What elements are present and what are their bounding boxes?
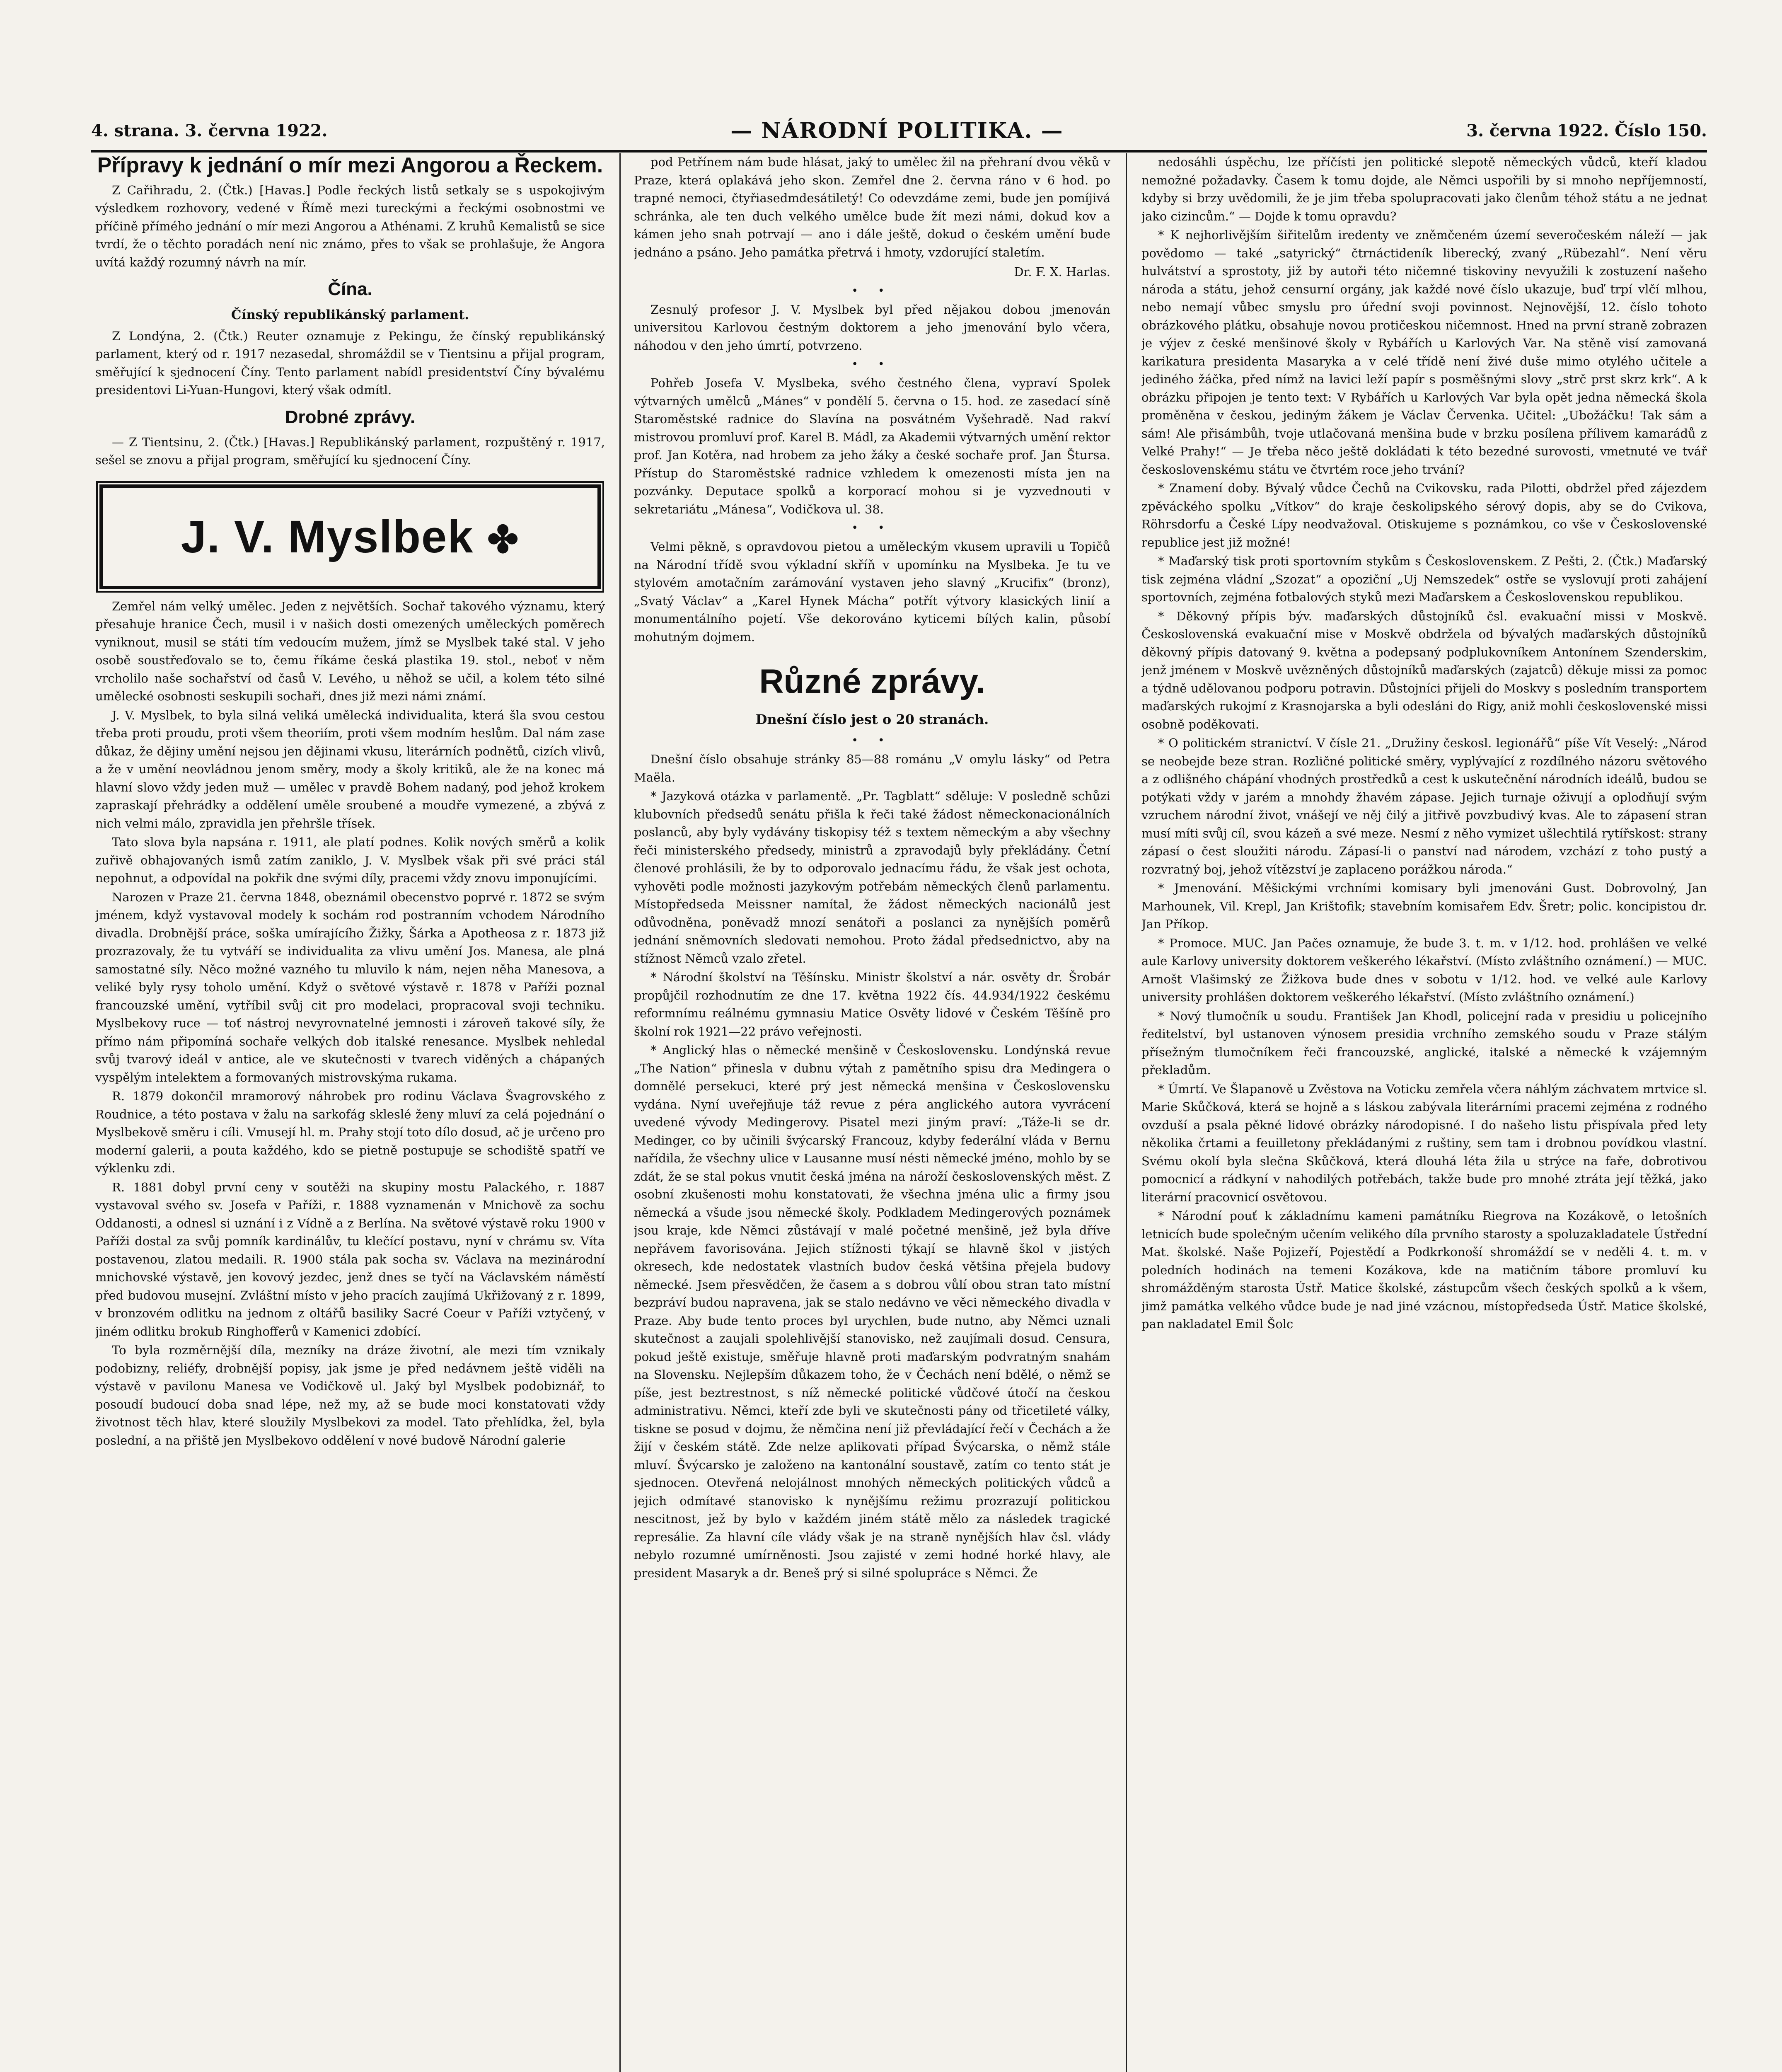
paragraph: R. 1879 dokončil mramorový náhrobek pro rodinu Václava Švagrovského z Roudnice, a této postava v žalu na sarkofág skleslé ženy mluví za celá pojednání o Myslbekově směru i cíli. Vmusejí hl. m. Prahy stojí toto dílo dosud, ač je určeno pro moderní galerii, a pouta každého, kdo se pietně postupuje se schodiště spatří ve výklenku zdi.	[95, 1089, 605, 1176]
obituary-title: J. V. Myslbek	[181, 511, 474, 562]
paragraph: Tato slova byla napsána r. 1911, ale platí podnes. Kolik nových směrů a kolik zuřivě obhajovaných ismů zatím zaniklo, J. V. Myslbek však při své práci stál nepohnut, a odpovídal na pokřik dne svými díly, pracemi vždy znovu imponujícími.	[95, 835, 605, 886]
paragraph: Narozen v Praze 21. června 1848, obeznámil obecenstvo poprvé r. 1872 se svým jménem, když vystavoval modely k sochám rod postranním vchodem Národního divadla. Drobnější práce, soška umírajícího Žižky, Šárka a Apotheosa z r. 1873 již prozrazovaly, že tu vytváří se individualita za vlivu umění Jos. Manesa, ale plná samostatné síly. Něco možné vazného tu mluvilo k nám, nejen něha Manesova, a veliké byly rysy toholo umění. Když o světové výstavě r. 1878 v Paříži poznal francouzské umění, vytříbil svůj cit pro modelaci, propracoval svoji techniku. Myslbekovy ruce — toť nástroj nevyrovnatelné jemnosti i zároveň takové síly, že přímo nám připomíná sochaře velkých dob italské renesance. Myslbek nehledal svůj tvarový ideál v antice, ale ve skutečnosti v tvarech viděných a chápaných vyspělým intelektem a formovaných mistrovskýma rukama.	[95, 890, 605, 1084]
paragraph: Dnešní číslo obsahuje stránky 85—88 románu „V omylu lásky“ od Petra Maëla.	[634, 752, 1110, 784]
separator: • •	[851, 358, 893, 370]
separator: • •	[851, 734, 893, 747]
paragraph: nedosáhli úspěchu, lze příčísti jen politické slepotě německých vůdců, kteří kladou nemožné požadavky. Časem k tomu dojde, ale Němci uspořili by si mnoho nepříjemností, kdyby si brzy uvědomili, že je jim třeba spolupracovati jako členům téhož státu a ne jednat jako cizincům.“ — Dojde k tomu opravdu?	[1141, 155, 1707, 223]
paragraph: * Anglický hlas o německé menšině v Československu. Londýnská revue „The Nation“ přinesla v dubnu výtah z pamětního spisu dra Medingera o domnělé persekuci, které prý jest německá menšina v Československu vydána. Nyní uveřejňuje táž revue z péra anglického autora vyvrácení uvedené vývody Medingerovy. Pisatel mezi jiným praví: „Táže-li se dr. Medinger, co by učinili švýcarský Francouz, kdyby federální vláda v Bernu nařídila, že všechny ulice v Lausanne musí nésti německé jméno, mohlo by se zdát, že se stal pokus vnutit česká jména na nároží československých měst. Z osobní zkušenosti mohu konstatovati, že všechna jména ulic a firmy jsou německá a všude jsou německé školy. Podkladem Medingerových poznámek jsou kraje, kde Němci zůstávají v malé početné menšině, jež byla dříve nepřávem favorisována. Jejich stížnosti týkají se hlavně škol v jistých okresech, kde nedostatek vlastních budov česká většina přejela budovy německé. Jsem přesvědčen, že časem a s dobrou vůlí obou stran tato místní bezpráví budou napravena, jak se stalo nedávno ve věci německého divadla v Praze. Aby bude tento proces byl urychlen, bude nutno, aby Němci uznali skutečnost a zaujali spolehlivější stanovisko, než zaujímali dosud. Censura, pokud ještě existuje, směřuje hlavně proti maďarským podvratným snahám na Slovensku. Nejlepším důkazem toho, že v Čechách není bdělé, o němž se píše, jest beztrestnost, s níž německé politické vůdčové útočí na českou administrativu. Němci, kteří zde byli ve skutečnosti pány od třicetileté války, tiskne se posud v dojmu, že němčina není již převládající řečí v Čechách a že žijí v českém státě. Zde nelze aplikovati případ Švýcarska, o němž stále mluví. Švýcarsko je založeno na kantonální soustavě, zatím co tento stát je sjednocen. Otevřená nelojálnost mnohých německých politických vůdců a jejich odmítavé stanovisko k nynějšímu režimu prozrazují politickou nescitnost, jež by bylo v každém jiném státě mělo za následek tragické represálie. Za hlavní cíle vlády však je na straně nynějších hlav čsl. vlády nebylo rozumné umírněnosti. Jsou zajisté v zemi hodné horké hlavy, ale president Masaryk a dr. Beneš prý si silné spolupráce s Němci. Že	[634, 1043, 1110, 1580]
paragraph: * Národní školství na Těšínsku. Ministr školství a nár. osvěty dr. Šrobár propůjčil rozhodnutím ze dne 17. května 1922 čís. 44.934/1922 českému reformnímu reálnému gymnasiu Matice Osvěty lidové v Českém Těšíně pro školní rok 1921—22 právo veřejnosti.	[634, 970, 1110, 1038]
paragraph: R. 1881 dobyl první ceny v soutěži na skupiny mostu Palackého, r. 1887 vystavoval svého sv. Josefa v Paříži, r. 1888 vyznamenán v Mnichově za sochu Oddanosti, a odnesl si uznání i z Vídně a z Berlína. Na světové výstavě roku 1900 v Paříži dostal za svůj pomník kardinálův, tu klečící postavu, nyní v chrámu sv. Víta postavenou, zlatou medaili. R. 1900 stála pak socha sv. Václava na mezinárodní mnichovské výstavě, jen kovový jezdec, jenž dnes se tyčí na Václavském náměstí před budovou musejní. Zvláštní místo v jeho pracích zaujímá Ukřižovaný z r. 1899, v bronzovém odlitku na jednom z oltářů basiliky Sacré Coeur v Paříži vztyčený, v jiném odlitku brokub Ringhofferů v Kamenici zdobící.	[95, 1180, 605, 1339]
header-right: 3. června 1922. Číslo 150.	[1466, 121, 1707, 140]
paragraph: * Znamení doby. Bývalý vůdce Čechů na Cvikovsku, rada Pilotti, obdržel před zájezdem zpěváckého spolku „Vítkov“ do kraje českolipského sérový dopis, aby se do Cvikova, Röhrsdorfu a České Lípy neodvažoval. Otiskujeme s poznámkou, co vše v Československé republice jest již možné!	[1141, 481, 1707, 549]
paragraph: — Z Tientsinu, 2. (Čtk.) [Havas.] Republikánský parlament, rozpuštěný r. 1917, sešel se znovu a přijal program, směřující ku sjednocení Číny.	[95, 435, 605, 467]
paragraph: Z Londýna, 2. (Čtk.) Reuter oznamuje z Pekingu, že čínský republikánský parlament, který od r. 1917 nezasedal, shromáždil se v Tientsinu a přijal program, směřující k sjednocení Číny. Tento parlament nabídl presidentství Číny bývalému presidentovi Li-Yuan-Hungovi, který však odmítl.	[95, 329, 605, 397]
separator: • •	[851, 522, 893, 534]
page-header	[91, 112, 1707, 149]
section-title: Drobné zprávy.	[285, 407, 416, 427]
paragraph: Velmi pěkně, s opravdovou pietou a uměleckým vkusem upravili u Topičů na Národní třídě svou výkladní skříň v upomínku na Myslbeka. Je tu ve stylovém amotačním zarámování vystaven jeho slavný „Krucifix“ (bronz), „Svatý Václav“ a „Karel Hynek Mácha“ potřít výtvory klasických linií a monumentálního pojetí. Vše dekorováno kyticemi bílých kalin, působí mohutným dojmem.	[634, 540, 1110, 644]
column-divider	[1126, 153, 1127, 2072]
obituary-box	[99, 484, 601, 589]
section-subtitle: Čínský republikánský parlament.	[231, 307, 469, 323]
section-title: Čína.	[328, 279, 372, 300]
paragraph: * Úmrtí. Ve Šlapanově u Zvěstova na Voticku zemřela včera náhlým záchvatem mrtvice sl. Marie Skůčková, která se hojně a s láskou zabývala literárními pracemi zejména z rodného ovzduší a psala pěkné lidové obrázky národopisné. I do našeho listu přispívala před lety několika črtami a feuilletony překládanými z ruštiny, sem tam i drobnou povídkou vlastní. Svému okolí byla slečna Skůčková, která dlouhá léta žila u strýce na faře, dobrotivou pomocnicí a rádkyní v nahodilých potřebách, takže bude pro mnohé ztráta její těžká, jako literární pracovnicí osvětovou.	[1141, 1082, 1707, 1204]
paragraph: Z Cařihradu, 2. (Čtk.) [Havas.] Podle řeckých listů setkaly se s uspokojivým výsledkem rozhovory, vedené v Římě mezi tureckými a řeckými osobnostmi ve příčině přímého jednání o mír mezi Angorou a Athénami. Z kruhů Kemalistů se sice tvrdí, že o těchto poradách není nic známo, přes to však se prohlašuje, že Angora uvítá každý rozumný návrh na mír.	[95, 183, 605, 269]
cross-icon: ✤	[487, 519, 520, 561]
paragraph: * Národní pouť k základnímu kameni památníku Riegrova na Kozákově, o letošních letnicích bude společným učením velikého díla prvního starosty a spoluzakladatele Ústřední Mat. školské. Naše Pojizeří, Pojestědí a Podkrkonoší shromáždí se v neděli 4. t. m. v poledních hodinách na temeni Kozákova, kde na matičním tábore promluví ku shromážděným starosta Ústř. Matice školské, zástupcům všech českých spolků a k všem, jimž památka velkého vůdce bude je nad jiné vzácnou, místopředseda Ústř. Matice školské, pan nakladatel Emil Šolc	[1141, 1209, 1707, 1331]
paragraph: * O politickém stranictví. V čísle 21. „Družiny českosl. legionářů“ píše Vít Veselý: „Národ se neobejde beze stran. Rozličné politické směry, vyplývající z rozdílného názoru světového a z odlišného chápání vhodných prostředků a cest k uskutečnění národních ideálů, budou se potýkati vždy v jarém a mnohdy žhavém zápase. Jejich turnaje oživují a oplodňují svým vzruchem národní život, vnášejí ve něj čilý a jitřivě povzbudivý kvas. Ale to zápasení stran musí míti svůj cíl, svou kázeň a své meze. Nesmí z něho vymizet ušlechtilá rytířskost: strany zápasí o čest sloužiti národu. Zápasí-li o panství nad národem, vzchází z toho pustý a rozvratný boj, jehož vítězství je zaplaceno porážkou národa.“	[1141, 736, 1707, 876]
paragraph: * Maďarský tisk proti sportovním stykům s Československem. Z Pešti, 2. (Čtk.) Maďarský tisk zejména vládní „Szozat“ a opoziční „Uj Nemszedek“ ostře se vyslovují proti zahájení sportovních, zejména fotbalových styků mezi Maďarskem a Československou republikou.	[1141, 554, 1707, 604]
paragraph: J. V. Myslbek, to byla silná veliká umělecká individualita, která šla svou cestou třeba proti proudu, proti všem theoriím, proti všem modním heslům. Dal nám zase důkaz, že dějiny umění nejsou jen dějinami vkusu, literárních podnětů, cizích vlivů, a že v umění neovládnou jenom směry, mody a školy kritiků, ale že na konec má hlavní slovo vždy jeden muž — umělec v pravdě Bohem nadaný, pod jehož krokem zapraskají přehrádky a oddělení uměle sroubené a moudře vymezené, a zbývá z nich velmi málo, zpravidla jen přehršle třísek.	[95, 708, 605, 830]
section-title: Různé zprávy.	[759, 663, 985, 700]
section-subtitle: Dnešní číslo jest o 20 stranách.	[755, 712, 989, 727]
paragraph: * Nový tlumočník u soudu. František Jan Khodl, policejní rada v presidiu u policejního ředitelství, byl ustanoven výnosem presidia vrchního zemského soudu v Praze stálým přísežným tlumočníkem řeči francouzské, anglické, italské a německé k vzájemným překladům.	[1141, 1009, 1707, 1077]
paragraph: * Děkovný přípis býv. maďarských důstojníků čsl. evakuační missi v Moskvě. Československá evakuační mise v Moskvě obdržela od bývalých maďarských důstojníků děkovný přípis datovaný 9. května a podepsaný podplukovníkem Antonínem Szenderskim, jenž jménem v Moskvě uvězněných důstojníků maďarských (zajatců) děkuje missi za pomoc a týdně udělovanou podporu potravin. Důstojníci přijeli do Moskvy s posledním transportem maďarských rukojmí z Krasnojarska a byli odesláni do Rigy, aniž mohli československé missi osobně poděkovati.	[1141, 609, 1707, 731]
paragraph: Zesnulý profesor J. V. Myslbek byl před nějakou dobou jmenován universitou Karlovou čestným doktorem a jeho jmenování bylo včera, náhodou v den jeho úmrtí, potvrzeno.	[634, 302, 1110, 353]
paragraph: Pohřeb Josefa V. Myslbeka, svého čestného člena, vypraví Spolek výtvarných umělců „Mánes“ v pondělí 5. června o 15. hod. ze zasedací síně Staroměstské radnice do Slavína na posvátném Vyšehradě. Nad rakví mistrovou promluví prof. Karel B. Mádl, za Akademii výtvarných umění rektor prof. Jan Kotěra, nad hrobem za jeho žáky a české sochaře prof. Jan Štursa. Přístup do Staroměstské radnice vzhledem k omezenosti místa jen na pozvánky. Deputace spolků a korporací mohou si je vyzvednouti v sekretariátu „Mánesa“, Vodičkova ul. 38.	[634, 376, 1110, 516]
author-signature: Dr. F. X. Harlas.	[1014, 265, 1110, 279]
paragraph: * Promoce. MUC. Jan Pačes oznamuje, že bude 3. t. m. v 1/12. hod. prohlášen ve velké aule Karlovy university doktorem veškerého lékařství. (Místo zvláštního oznámení.) — MUC. Arnošt Vlašimský ze Žižkova bude dnes v sobotu v 1/12. hod. ve velké aule Karlovy university prohlášen doktorem veškerého lékařství. (Místo zvláštního oznámení.)	[1141, 936, 1707, 1004]
separator: • •	[851, 284, 893, 297]
paragraph: Zemřel nám velký umělec. Jeden z největších. Sochař takového významu, který přesahuje hranice Čech, musil i v našich dosti omezených uměleckých poměrech vyniknout, musil se státi tím vedoucím mužem, jímž se Myslbek také stal. V jeho osobě soustřeďovalo se to, čemu říkáme česká plastika 19. stol., neboť v něm vrcholilo naše sochařství od časů V. Levého, u něhož se učil, a kolem této silné umělecké osobnosti seskupili sochaři, dnes již mezi námi známí.	[95, 599, 605, 704]
article-headline: Přípravy k jednání o mír mezi Angorou a Řeckem.	[97, 153, 603, 177]
column-1	[95, 153, 605, 2072]
paragraph: To byla rozměrnější díla, mezníky na dráze životní, ale mezi tím vznikaly podobizny, reliéfy, drobnější popisy, jak jsme je před nedávnem ještě viděli na výstavě v pavilonu Manesa ve Vodičkově ul. Jaký byl Myslbek podobiznář, to posoudí budoucí doba snad lépe, než my, až se bude moci konstatovati vždy životnost těch hlav, které sloužily Myslbekovi za model. Tato přehlídka, žel, byla poslední, a na přiště jen Myslbekovo oddělení v nové budově Národní galerie	[95, 1343, 605, 1447]
paragraph: * Jazyková otázka v parlamentě. „Pr. Tagblatt“ sděluje: V posledně schůzi klubovních předsedů senátu přišla k řeči také žádost německonacionálních poslanců, aby byly vydávány tiskopisy též s textem německým a aby všechny řeči ministerského předsedy, ministrů a zpravodajů byly překládány. Četní členové prohlásili, že by to odporovalo jednacímu řádu, že však jest ochota, vyhověti podle možnosti jazykovým potřebám německých členů parlamentu. Místopředseda Meissner namítal, že žádost německých nacionálů jest odůvodněna, poněvadž mnozí senátoři a poslanci za nynějších poměrů jednání sněmovních sledovati nemohou. Proto žádal předsednictvo, aby na stížnost Němců vzalo zřetel.	[634, 789, 1110, 966]
header-left: 4. strana. 3. června 1922.	[91, 121, 328, 140]
paragraph: * K nejhorlivějším šiřitelům iredenty ve zněmčeném území severočeském náleží — jak povědomo — také „satyrický“ čtrnáctideník liberecký, zvaný „Rübezahl“. Není věru hulvátství a sprostoty, již by autoři této ničemné tiskoviny nevyužili k zostuzení našeho národa a státu, jehož censurní orgány, jak každé nové číslo ukazuje, buď trpí vlčí mlhou, nebo nemají vůbec smyslu pro úřední svoji povinnost. Nejnovější, 12. číslo tohoto obrázkového plátku, obsahuje novou protičeskou ničemnost. Hned na první straně zobrazen je výjev z české menšinové školy v Rybářích u Karlových Var. Na stěně visí zamovaná karikatura presidenta Masaryka a v celé třídě není živé duše mimo otylého učitele a jediného žáčka, před nímž na lavici leží papír s posměšnými slovy „strč prst skrz krk“. A k obrázku připojen je tento text: V Rybářích u Karlových Var byla opět jedna německá škola proměněna v českou, jediným žákem je Václav Červenka. Učitel: „Ubožáčku! Tak sám a sám! Ale přisámbůh, tvoje utlačovaná menšina bude v brzku posílena přílivem kamarádů z Velké Prahy!“ — Je třeba něco ještě dokládati k této bezedné surovosti, vmetnuté ve tvář československému státu ve čtvrtém roce jeho trvání?	[1141, 228, 1707, 477]
paragraph: pod Petřínem nám bude hlásat, jaký to umělec žil na přehraní dvou věků v Praze, která oplakává jeho skon. Zemřel dne 2. června ráno v 6 hod. po trapné nemoci, čtyřiasedmdesátiletý! Co odevzdáme zemi, bude jen pomíjivá schránka, ale ten duch velkého umělce bude žít mezi námi, dokud kov a kámen jeho snah potrvají — ano i dále ještě, dokud o českém umění bude jednáno a psáno. Jeho památka přetrvá i hmoty, vzdorující staletím.	[634, 155, 1110, 259]
column-2	[634, 153, 1110, 2072]
header-rule	[91, 150, 1707, 152]
column-3	[1141, 153, 1707, 2072]
paragraph: * Jmenování. Měšickými vrchními komisary byli jmenováni Gust. Dobrovolný, Jan Marhounek, Vil. Krepl, Jan Krištofik; stavebním komisařem Edv. Šretr; polic. koncipistou dr. Jan Příkop.	[1141, 881, 1707, 931]
header-masthead: — NÁRODNÍ POLITIKA. —	[730, 118, 1064, 143]
column-divider	[619, 153, 621, 2072]
